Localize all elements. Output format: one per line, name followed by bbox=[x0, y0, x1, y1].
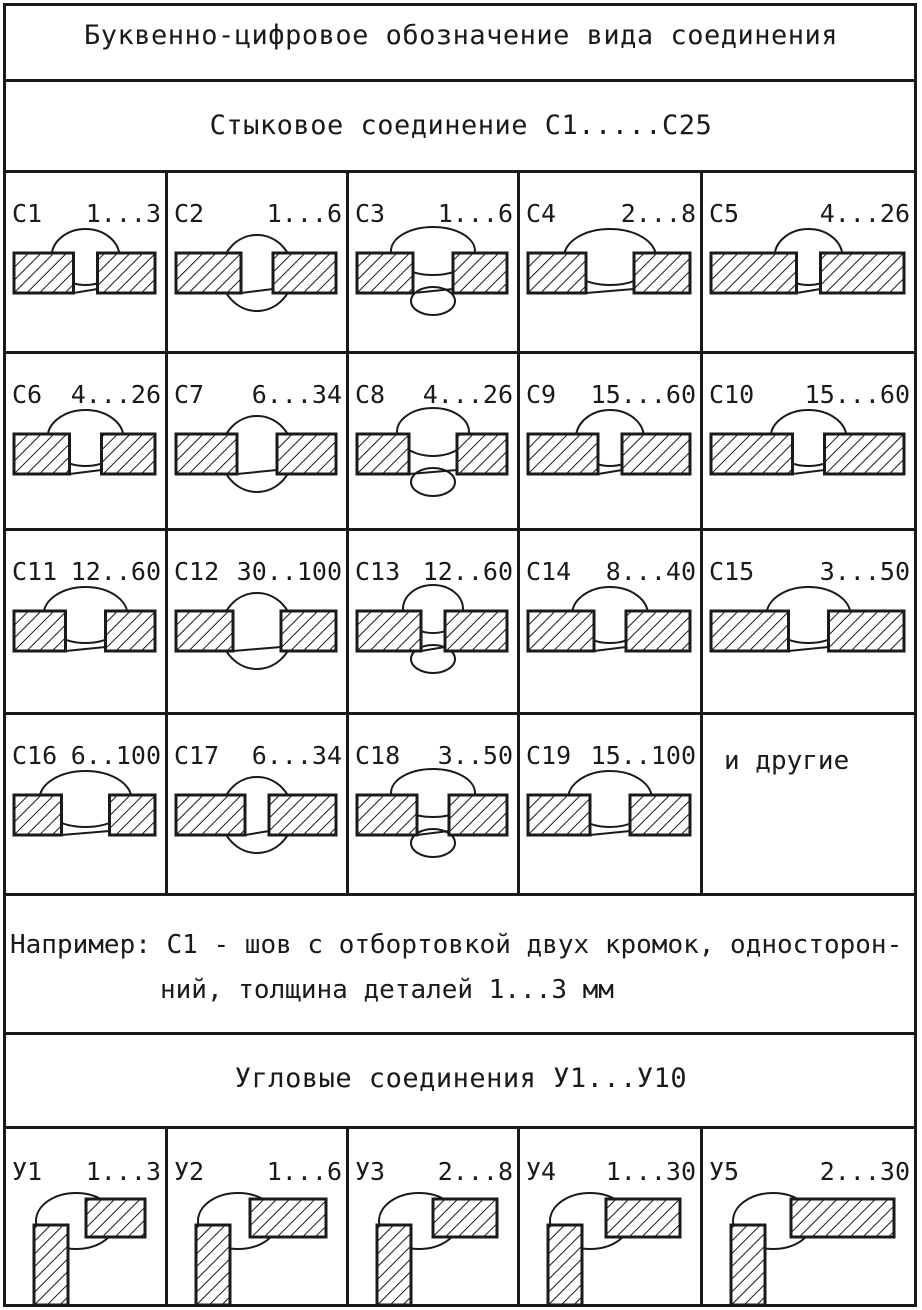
butt-section-title: Стыковое соединение С1.....С25 bbox=[209, 110, 713, 141]
thickness-range: 1...3 bbox=[85, 199, 161, 228]
thickness-range: 15..100 bbox=[590, 741, 696, 770]
joint-code: У3 bbox=[355, 1157, 386, 1186]
thickness-range: 2...8 bbox=[620, 199, 696, 228]
joint-code: С2 bbox=[174, 199, 205, 228]
rule bbox=[3, 893, 917, 896]
joint-code: С16 bbox=[12, 741, 58, 770]
corner-section-title: Угловые соединения У1...У10 bbox=[234, 1063, 688, 1094]
joint-code: С14 bbox=[526, 557, 572, 586]
joint-code: С17 bbox=[174, 741, 220, 770]
corner-joint-sketch bbox=[520, 1129, 700, 1304]
joint-code: С3 bbox=[355, 199, 386, 228]
joint-code: С11 bbox=[12, 557, 58, 586]
joint-code: С19 bbox=[526, 741, 572, 770]
butt-joint-cell bbox=[520, 173, 700, 351]
joint-code: С9 bbox=[526, 380, 557, 409]
joint-code: У4 bbox=[526, 1157, 557, 1186]
example-line-2: ний, толщина деталей 1...3 мм bbox=[160, 975, 614, 1005]
joint-code: С8 bbox=[355, 380, 386, 409]
butt-joint-cell bbox=[349, 354, 517, 528]
example-line-1: Например: С1 - шов с отбортовкой двух кромок, односторон- bbox=[10, 930, 903, 960]
corner-joint-cell bbox=[168, 1129, 346, 1304]
joint-code: С18 bbox=[355, 741, 401, 770]
thickness-range: 1...6 bbox=[266, 199, 342, 228]
joint-code: С1 bbox=[12, 199, 43, 228]
butt-joint-cell bbox=[6, 354, 165, 528]
joint-code: С5 bbox=[709, 199, 740, 228]
thickness-range: 1...30 bbox=[605, 1157, 696, 1186]
joint-code: У1 bbox=[12, 1157, 43, 1186]
corner-joint-cell bbox=[520, 1129, 700, 1304]
butt-joint-cell bbox=[349, 715, 517, 893]
thickness-range: 6..100 bbox=[70, 741, 161, 770]
page-title: Буквенно-цифровое обозначение вида соединения bbox=[84, 20, 838, 51]
thickness-range: 2...30 bbox=[819, 1157, 910, 1186]
thickness-range: 6...34 bbox=[251, 380, 342, 409]
thickness-range: 30..100 bbox=[236, 557, 342, 586]
joint-code: С4 bbox=[526, 199, 557, 228]
others-note: и другие bbox=[724, 746, 850, 776]
corner-joint-sketch bbox=[349, 1129, 517, 1304]
joint-code: С15 bbox=[709, 557, 755, 586]
thickness-range: 4...26 bbox=[70, 380, 161, 409]
butt-joint-cell bbox=[703, 173, 914, 351]
thickness-range: 1...3 bbox=[85, 1157, 161, 1186]
thickness-range: 2...8 bbox=[437, 1157, 513, 1186]
thickness-range: 4...26 bbox=[819, 199, 910, 228]
joint-code: С6 bbox=[12, 380, 43, 409]
joint-code: С7 bbox=[174, 380, 205, 409]
corner-joint-cell bbox=[349, 1129, 517, 1304]
butt-joint-cell bbox=[703, 531, 914, 712]
butt-joint-cell bbox=[349, 173, 517, 351]
thickness-range: 15...60 bbox=[804, 380, 910, 409]
corner-joint-sketch bbox=[703, 1129, 914, 1304]
butt-joint-cell bbox=[520, 354, 700, 528]
thickness-range: 1...6 bbox=[266, 1157, 342, 1186]
thickness-range: 12..60 bbox=[422, 557, 513, 586]
butt-joint-cell bbox=[168, 173, 346, 351]
joint-code: С13 bbox=[355, 557, 401, 586]
thickness-range: 3...50 bbox=[819, 557, 910, 586]
rule bbox=[3, 1032, 917, 1035]
butt-joint-cell bbox=[168, 715, 346, 893]
butt-joint-cell bbox=[6, 173, 165, 351]
corner-joint-cell bbox=[6, 1129, 165, 1304]
corner-joint-sketch bbox=[168, 1129, 346, 1304]
butt-joint-cell bbox=[168, 531, 346, 712]
butt-joint-cell bbox=[168, 354, 346, 528]
thickness-range: 1...6 bbox=[437, 199, 513, 228]
thickness-range: 6...34 bbox=[251, 741, 342, 770]
thickness-range: 8...40 bbox=[605, 557, 696, 586]
butt-joint-cell bbox=[349, 531, 517, 712]
thickness-range: 12..60 bbox=[70, 557, 161, 586]
rule bbox=[3, 79, 917, 82]
joint-code: С10 bbox=[709, 380, 755, 409]
thickness-range: 4...26 bbox=[422, 380, 513, 409]
corner-joint-sketch bbox=[6, 1129, 165, 1304]
joint-code: У2 bbox=[174, 1157, 205, 1186]
butt-joint-cell bbox=[703, 354, 914, 528]
thickness-range: 3..50 bbox=[437, 741, 513, 770]
thickness-range: 15...60 bbox=[590, 380, 696, 409]
butt-joint-cell bbox=[520, 715, 700, 893]
corner-joint-cell bbox=[703, 1129, 914, 1304]
joint-code: С12 bbox=[174, 557, 220, 586]
butt-joint-cell bbox=[520, 531, 700, 712]
butt-joint-cell bbox=[6, 715, 165, 893]
butt-joint-cell bbox=[6, 531, 165, 712]
joint-code: У5 bbox=[709, 1157, 740, 1186]
